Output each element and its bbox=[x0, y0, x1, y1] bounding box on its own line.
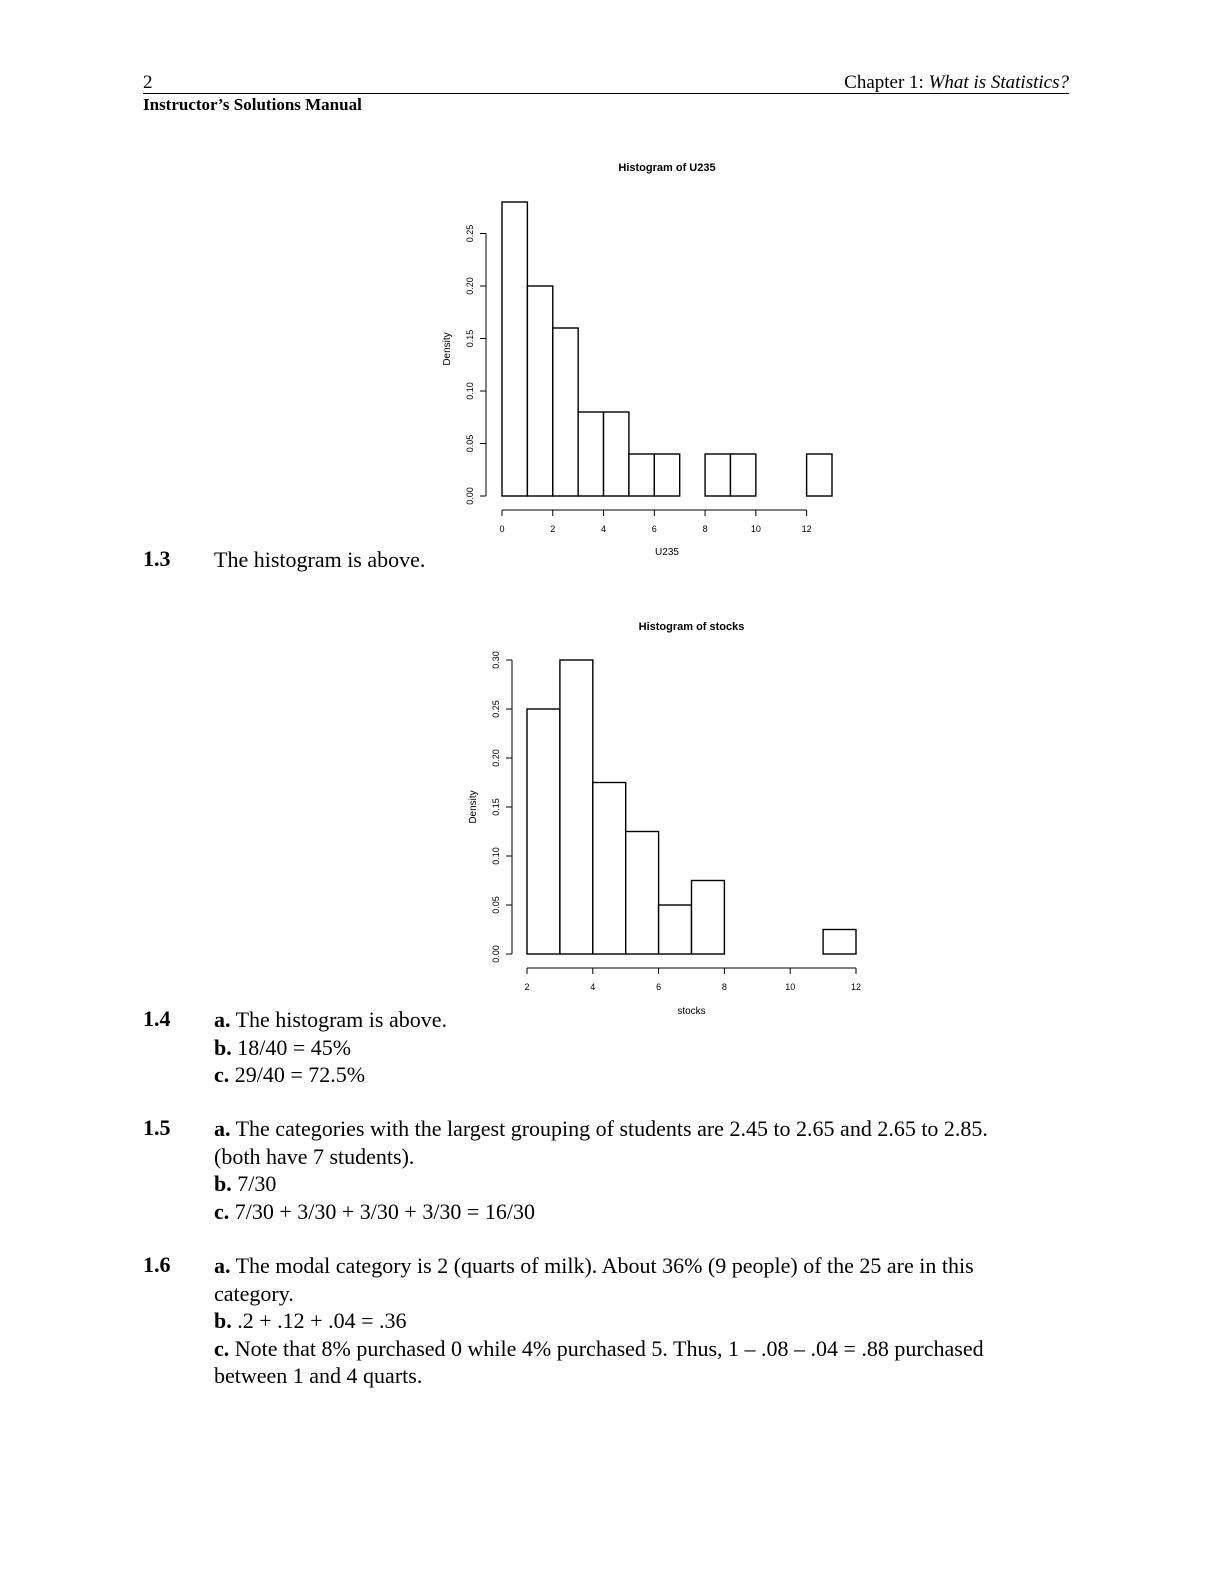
histogram-bar bbox=[807, 454, 832, 496]
header-rule bbox=[143, 93, 1069, 94]
y-axis-label: Density bbox=[468, 790, 479, 824]
page-number: 2 bbox=[143, 72, 153, 93]
x-tick-label: 4 bbox=[590, 982, 596, 992]
histogram-bar bbox=[654, 454, 679, 496]
y-tick-label: 0.15 bbox=[491, 798, 501, 816]
y-tick-label: 0.25 bbox=[491, 700, 501, 718]
problem-number-1-6: 1.6 bbox=[143, 1252, 171, 1277]
problem-number-1-4: 1.4 bbox=[143, 1006, 171, 1031]
histogram-bar bbox=[626, 832, 659, 955]
histogram-bar bbox=[553, 328, 578, 496]
problem-number-1-5: 1.5 bbox=[143, 1115, 171, 1140]
y-tick-label: 0.20 bbox=[465, 277, 475, 295]
answer-line: category. bbox=[214, 1280, 294, 1306]
manual-title: Instructor’s Solutions Manual bbox=[143, 95, 362, 114]
histogram-bar bbox=[593, 783, 626, 955]
answer-line: c. 29/40 = 72.5% bbox=[214, 1062, 366, 1087]
histogram-bar bbox=[705, 454, 730, 496]
y-tick-label: 0.10 bbox=[465, 382, 475, 400]
histogram-bar bbox=[527, 709, 560, 954]
chapter-heading bbox=[844, 72, 1069, 94]
x-tick-label: 2 bbox=[550, 524, 556, 534]
answer-line: b. 7/30 bbox=[214, 1171, 277, 1196]
problem-1-4-body bbox=[214, 1006, 1074, 1089]
chart-title: Histogram of U235 bbox=[618, 162, 716, 174]
answer-line: (both have 7 students). bbox=[214, 1143, 415, 1169]
histogram-u235 bbox=[440, 155, 860, 565]
x-axis-label: U235 bbox=[655, 547, 679, 558]
histogram-bar bbox=[527, 286, 552, 496]
chapter-prefix: Chapter 1: bbox=[844, 72, 929, 93]
x-tick-label: 4 bbox=[601, 524, 607, 534]
histogram-bar bbox=[823, 930, 856, 955]
x-tick-label: 6 bbox=[651, 524, 657, 534]
answer-line: c. 7/30 + 3/30 + 3/30 + 3/30 = 16/30 bbox=[214, 1198, 535, 1224]
x-tick-label: 2 bbox=[524, 982, 530, 992]
x-tick-label: 8 bbox=[702, 524, 708, 534]
answer-line: a. The modal category is 2 (quarts of milk). About 36% (9 people) of the 25 are in this bbox=[214, 1253, 974, 1278]
chapter-title: What is Statistics? bbox=[928, 72, 1069, 93]
histogram-bar bbox=[730, 454, 755, 496]
x-tick-label: 8 bbox=[721, 982, 727, 992]
x-tick-label: 10 bbox=[785, 982, 796, 992]
histogram-stocks bbox=[462, 614, 882, 1024]
answer-line: between 1 and 4 quarts. bbox=[214, 1363, 423, 1388]
x-tick-label: 6 bbox=[656, 982, 662, 992]
histogram-bar bbox=[629, 454, 654, 496]
answer-line: c. Note that 8% purchased 0 while 4% purchased 5. Thus, 1 – .08 – .04 = .88 purchased bbox=[214, 1335, 984, 1361]
y-tick-label: 0.00 bbox=[465, 487, 475, 505]
answer-line: b. 18/40 = 45% bbox=[214, 1034, 352, 1060]
histogram-bar bbox=[502, 202, 527, 496]
answer-line: a. The histogram is above. bbox=[214, 1007, 447, 1032]
y-tick-label: 0.00 bbox=[491, 945, 501, 963]
problem-1-3-body bbox=[214, 546, 1074, 574]
problem-number-1-3: 1.3 bbox=[143, 546, 171, 571]
x-tick-label: 12 bbox=[801, 524, 812, 534]
y-tick-label: 0.15 bbox=[465, 329, 475, 348]
x-tick-label: 10 bbox=[750, 524, 761, 534]
y-tick-label: 0.30 bbox=[491, 651, 501, 669]
histogram-bar bbox=[604, 412, 629, 496]
y-tick-label: 0.05 bbox=[491, 896, 501, 914]
answer-line: a. The categories with the largest grouping of students are 2.45 to 2.65 and 2.65 to 2.85. bbox=[214, 1116, 988, 1141]
histogram-bar bbox=[692, 881, 725, 955]
y-tick-label: 0.20 bbox=[491, 749, 501, 767]
chart-title: Histogram of stocks bbox=[638, 621, 745, 633]
histogram-bar bbox=[560, 660, 593, 954]
x-tick-label: 12 bbox=[850, 982, 862, 992]
problem-1-5-body bbox=[214, 1115, 1074, 1225]
histogram-bar bbox=[578, 412, 603, 496]
y-tick-label: 0.25 bbox=[465, 224, 475, 243]
y-tick-label: 0.10 bbox=[491, 847, 501, 865]
histogram-bar bbox=[659, 905, 692, 954]
x-tick-label: 0 bbox=[499, 524, 505, 534]
answer-line: b. .2 + .12 + .04 = .36 bbox=[214, 1308, 407, 1333]
y-tick-label: 0.05 bbox=[465, 434, 475, 453]
x-axis-label: stocks bbox=[677, 1006, 706, 1017]
answer-line: The histogram is above. bbox=[214, 547, 426, 572]
y-axis-label: Density bbox=[442, 332, 453, 366]
problem-1-6-body bbox=[214, 1252, 1074, 1390]
